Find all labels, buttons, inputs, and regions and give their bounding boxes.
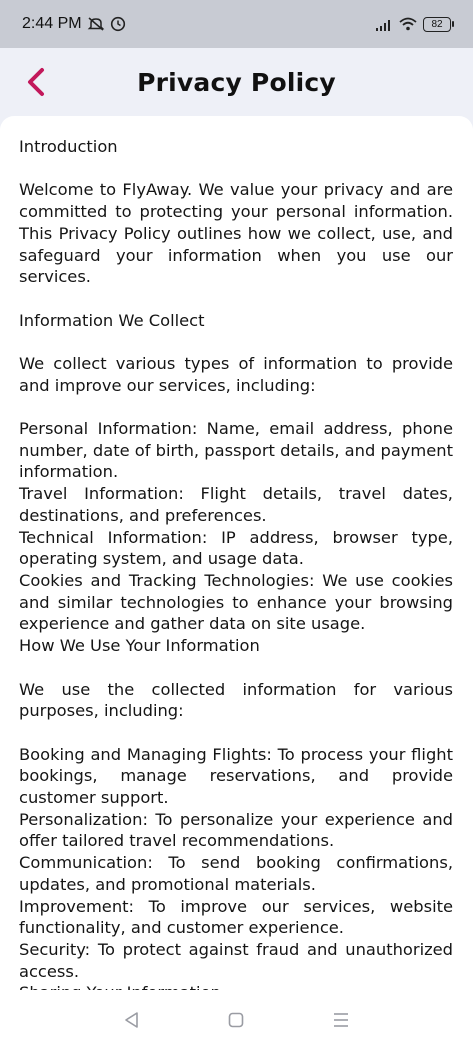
policy-paragraph: Personal Information: Name, email address, phone number, date of birth, passport details, and payment information. [19, 419, 454, 482]
recents-menu-icon [332, 1011, 350, 1029]
policy-paragraph: Travel Information: Flight details, travel dates, destinations, and preferences. [19, 484, 453, 525]
status-left [22, 15, 126, 33]
policy-paragraph: Booking and Managing Flights: To process your flight bookings, manage reservations, and provide customer support. [19, 744, 453, 807]
policy-paragraph: How We Use Your Information [19, 636, 260, 656]
nav-recents-button[interactable] [321, 1000, 361, 1040]
system-nav-bar [0, 990, 473, 1050]
paragraph-spacer [19, 396, 453, 418]
page-title: Privacy Policy [137, 67, 336, 97]
paragraph-spacer [19, 158, 453, 180]
back-button[interactable] [18, 60, 54, 104]
policy-paragraph: Communication: To send booking confirmations, updates, and promotional materials. [19, 853, 453, 894]
app-header [0, 48, 473, 116]
policy-paragraph: We use the collected information for various purposes, including: [19, 679, 453, 721]
paragraph-spacer [19, 288, 453, 310]
policy-paragraph: Security: To protect against fraud and unauthorized access. [19, 939, 453, 981]
policy-paragraph: Cookies and Tracking Technologies: We use cookies and similar technologies to enhance your browsing experience and gather data on site usage. [19, 571, 453, 634]
policy-paragraph: Technical Information: IP address, browser type, operating system, and usage data. [19, 527, 453, 569]
muted-bell-icon [87, 16, 105, 32]
nav-home-button[interactable] [216, 1000, 256, 1040]
nav-back-button[interactable] [112, 1000, 152, 1040]
policy-paragraph: Personalization: To personalize your experience and offer tailored travel recommendations. [19, 809, 453, 851]
signal-icon [375, 17, 393, 31]
home-square-icon [227, 1011, 245, 1029]
paragraph-spacer [19, 722, 453, 744]
wifi-icon [399, 17, 417, 31]
status-bar [0, 0, 473, 48]
battery-level: 82 [431, 18, 443, 30]
policy-paragraph: Introduction [19, 137, 118, 156]
alarm-icon [110, 16, 126, 32]
status-right [375, 17, 451, 32]
status-time: 2:44 PM [22, 15, 82, 32]
policy-paragraph: Improvement: To improve our services, website functionality, and customer experience. [19, 896, 453, 938]
chevron-left-icon [25, 66, 47, 98]
policy-paragraph: Information We Collect [19, 310, 205, 330]
policy-paragraph: Welcome to FlyAway. We value your privacy and are committed to protecting your personal information. This Privacy Policy outlines how we collect, use, and safeguard your information when you use our services. [19, 180, 453, 287]
policy-paragraph: We collect various types of information to provide and improve our services, including: [19, 353, 453, 395]
policy-text [19, 136, 453, 1004]
battery-icon [423, 17, 451, 32]
policy-content-card[interactable] [0, 116, 473, 990]
paragraph-spacer [19, 657, 453, 679]
back-triangle-icon [123, 1011, 141, 1029]
paragraph-spacer [19, 331, 453, 353]
